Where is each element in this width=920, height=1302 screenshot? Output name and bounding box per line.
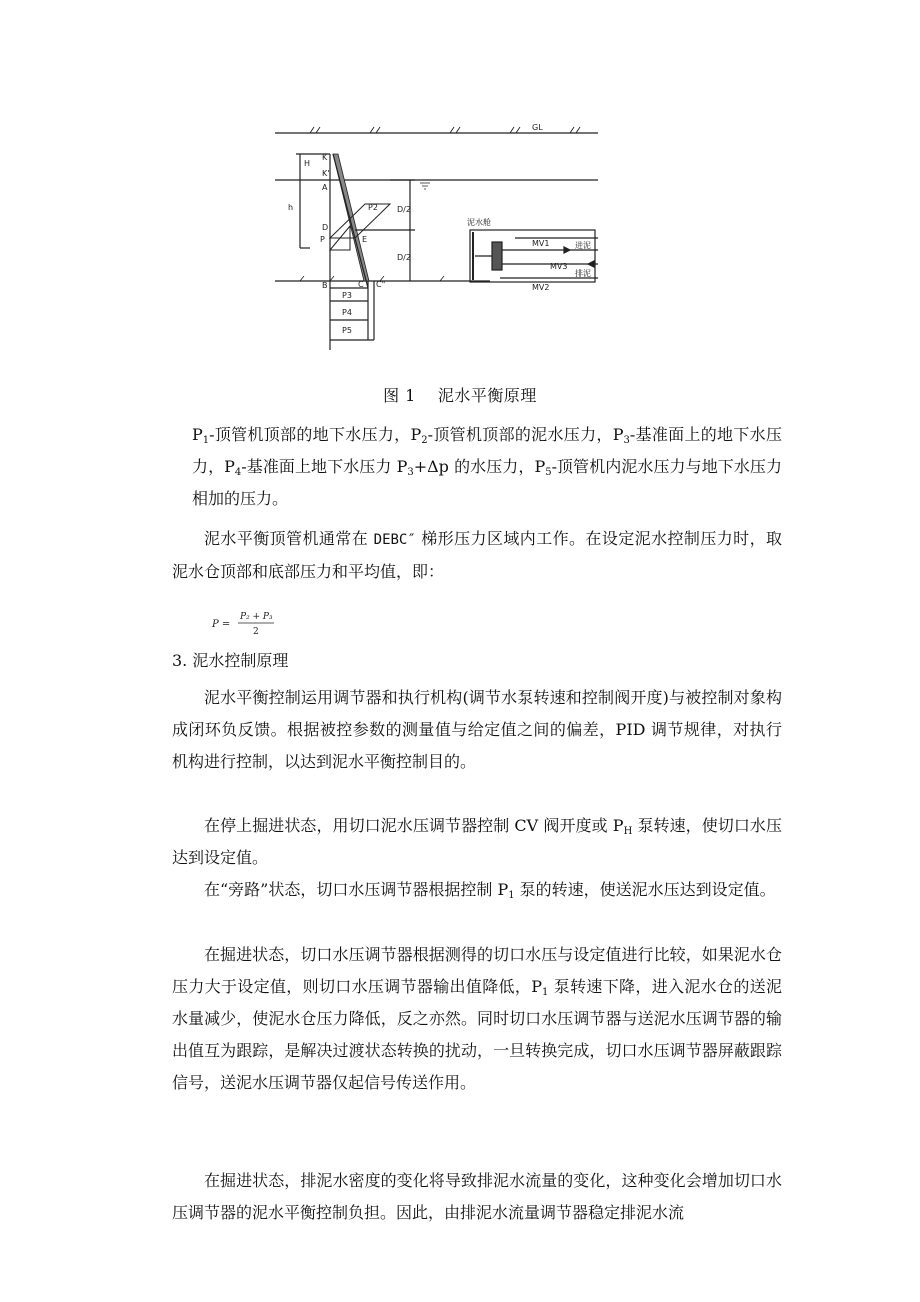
para1-text-b: 梯形压力区域内工作。在设定泥水控制压力时，取泥水仓顶部和底部压力和平均值，即： <box>172 529 782 581</box>
inflow-arrow <box>564 247 570 253</box>
label-outflow: 排泥 <box>575 269 591 278</box>
label-d: D <box>322 223 329 232</box>
label-chamber: 泥水舱 <box>467 218 491 227</box>
label-inflow: 进泥 <box>575 241 591 250</box>
legend-p5: P <box>534 457 546 476</box>
figure-number: 图 1 <box>383 386 416 405</box>
label-hw: H <box>304 159 311 168</box>
figure-diagram <box>270 118 605 353</box>
legend-p5-sub: 5 <box>545 467 552 478</box>
para3-text-b: 泵转速，使切口水压达到设定值。 <box>172 816 782 867</box>
legend-t1: -顶管机顶部的地下水压力， <box>209 425 411 444</box>
para5-p: P <box>531 977 542 996</box>
para4-text-b: 泵的转速，使送泥水压达到设定值。 <box>514 880 776 899</box>
label-e: E <box>362 235 368 244</box>
label-p1: P <box>320 235 325 244</box>
formula-denominator: 2 <box>253 627 259 637</box>
legend-p2-sub: 2 <box>421 435 428 446</box>
formula-svg <box>210 608 280 638</box>
legend-t4: -基准面上地下水压力 <box>241 457 397 476</box>
legend-p3: P <box>612 425 624 444</box>
legend-t6: -顶管机内泥水压力与地下水压力相加的压力。 <box>192 457 782 508</box>
para5-text-b: 泵转速下降，进入泥水仓的送泥水量减少，使泥水仓压力降低，反之亦然。同时切口水压调节器与送泥水压调节器的输出值互为跟踪，是解决过渡状态转换的扰动，一旦转换完成，切口水压调节器屏蔽跟踪信号，送泥水压调节器仅起信号传送作用。 <box>172 977 782 1092</box>
para2-text: 泥水平衡控制运用调节器和执行机构(调节水泵转速和控制阀开度)与被控制对象构成闭环负反馈。根据被控参数的测量值与给定值之间的偏差，PID 调节规律，对执行机构进行控制，以达到泥水平衡控制目的。 <box>172 688 782 771</box>
legend-p4: P <box>224 457 235 476</box>
para6-text: 在掘进状态，排泥水密度的变化将导致排泥水流量的变化，这种变化会增加切口水压调节器的泥水平衡控制负担。因此，由排泥水流量调节器稳定排泥水流 <box>172 1171 782 1222</box>
legend-p1: P <box>192 425 203 444</box>
label-p3: P3 <box>342 291 352 300</box>
chamber-block <box>492 242 502 270</box>
label-k1: K <box>322 153 328 162</box>
para3-text-a: 在停上掘进状态，用切口泥水压调节器控制 CV 阀开度或 <box>204 816 613 835</box>
label-gl: GL <box>532 123 543 132</box>
label-p5: P5 <box>342 326 352 335</box>
para1-code: DEBC″ <box>373 532 416 548</box>
formula-numerator: P₂ + P₃ <box>240 612 273 622</box>
water-symbol <box>420 183 430 189</box>
pressure-line <box>333 154 368 288</box>
legend-p4-sub: 4 <box>234 467 242 478</box>
label-a: A <box>322 183 328 192</box>
section-heading: 3. 泥水控制原理 <box>172 651 289 670</box>
label-mv3: MV3 <box>550 262 568 271</box>
label-mv1: MV1 <box>532 239 550 248</box>
legend-p2: P <box>410 425 422 444</box>
label-h: h <box>288 203 294 212</box>
paragraph-2 <box>172 682 782 778</box>
paragraph-5 <box>172 939 782 1099</box>
label-d2b: D/2 <box>397 253 411 262</box>
label-p4: P4 <box>342 308 352 317</box>
para4-p-sub: 1 <box>508 890 515 901</box>
para4-p: P <box>497 880 509 899</box>
para3-p: P <box>612 816 624 835</box>
para5-p-sub: 1 <box>541 987 549 998</box>
legend-p3b: P <box>396 457 408 476</box>
label-mv2: MV2 <box>532 283 550 292</box>
label-p2: P2 <box>368 203 378 212</box>
formula <box>210 608 280 638</box>
legend-p3-sub: 3 <box>623 435 630 446</box>
formula-lhs: P = <box>212 619 231 630</box>
para1-text-a: 泥水平衡顶管机通常在 <box>204 529 374 548</box>
paragraph-3 <box>172 810 782 874</box>
label-b: B <box>322 281 328 290</box>
para4-text-a: 在“旁路”状态，切口水压调节器根据控制 <box>204 880 498 899</box>
legend-p1-sub: 1 <box>202 435 210 446</box>
label-c: C <box>358 280 364 289</box>
legend-t3: -基准面上的地下水压力， <box>192 425 782 476</box>
para5-text-a: 在掘进状态，切口水压调节器根据测得的切口水压与设定值进行比较，如果泥水仓压力大于设定值，则切口水压调节器输出值降低， <box>172 945 782 996</box>
para3-p-sub: H <box>623 826 633 837</box>
paragraph-1 <box>172 523 782 588</box>
outflow-arrow <box>588 261 594 267</box>
legend-p3b-sub: 3 <box>407 467 414 478</box>
legend-t2: -顶管机顶部的泥水压力， <box>427 425 613 444</box>
label-d2a: D/2 <box>397 205 411 214</box>
figure-caption <box>0 383 920 406</box>
paragraph-4 <box>172 874 782 906</box>
mud-balance-diagram <box>270 118 605 353</box>
figure-title: 泥水平衡原理 <box>437 386 537 405</box>
figure-legend <box>172 419 782 515</box>
label-cpp: C" <box>376 280 386 289</box>
legend-t5: +Δp 的水压力， <box>413 457 535 476</box>
paragraph-6 <box>172 1165 782 1229</box>
p2-wedge <box>330 204 390 238</box>
label-k2: K' <box>322 169 330 178</box>
